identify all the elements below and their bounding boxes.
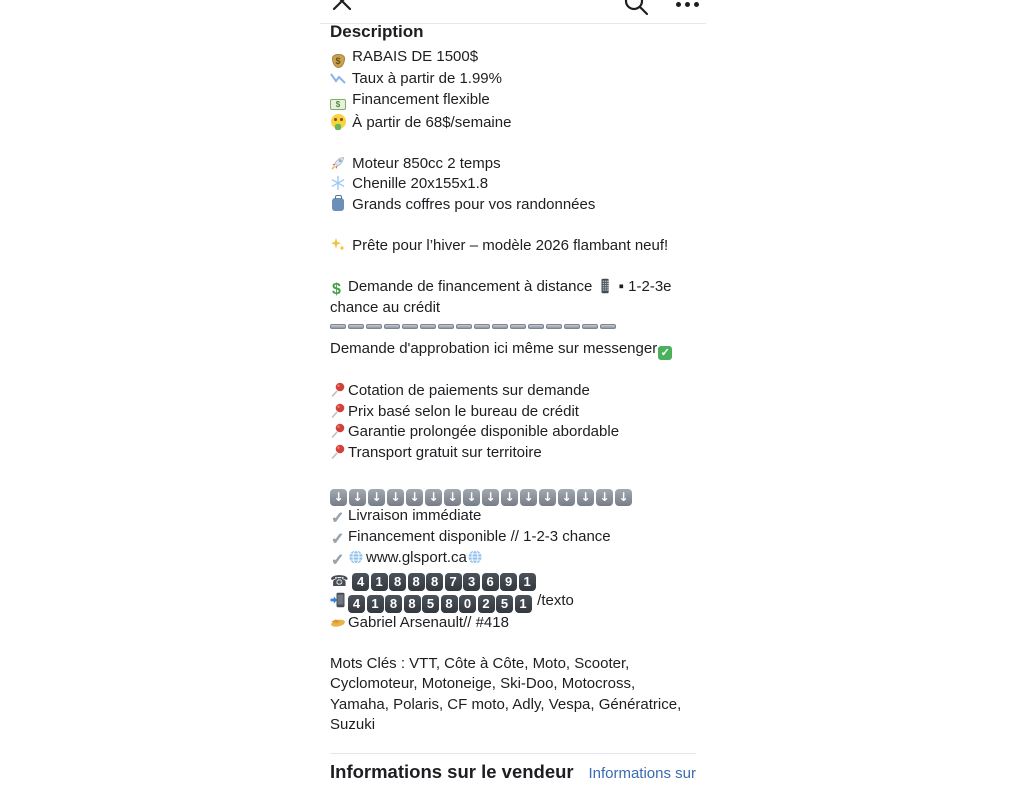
pushpin-emoji: [330, 423, 346, 439]
arrow-curving-down-emoji: ↓: [330, 489, 347, 506]
check-mark-emoji: ✓: [330, 509, 345, 527]
seller-section: [330, 753, 696, 785]
dollar-banknote-emoji: $: [330, 97, 346, 113]
description-paragraph: [330, 154, 696, 216]
keycap-digit-emoji: 7: [445, 573, 462, 591]
description-line: Prix basé selon le bureau de crédit: [330, 402, 696, 423]
app-bar: [320, 0, 706, 24]
description-section: [320, 24, 706, 736]
description-line: Cotation de paiements sur demande: [330, 381, 696, 402]
keycap-digit-emoji: 8: [404, 595, 421, 613]
arrow-curving-down-emoji: ↓: [539, 489, 556, 506]
keycap-digit-emoji: 1: [515, 595, 532, 613]
arrow-curving-down-emoji: ↓: [406, 489, 423, 506]
seller-info-link[interactable]: Informations sur: [588, 765, 696, 782]
arrow-curving-down-emoji: ↓: [349, 489, 366, 506]
description-line: [330, 484, 696, 506]
description-line: Demande d'approbation ici même sur messenger ✓: [330, 339, 696, 361]
description-line: $ Financement flexible: [330, 90, 696, 113]
heavy-minus-emoji: [528, 324, 544, 329]
keycap-digit-emoji: 1: [371, 573, 388, 591]
keycap-digit-emoji: 8: [385, 595, 402, 613]
arrow-curving-down-emoji: ↓: [368, 489, 385, 506]
keycap-digit-emoji: 8: [426, 573, 443, 591]
description-line: [330, 569, 696, 591]
sparkles-emoji: [330, 237, 346, 253]
search-icon[interactable]: [622, 0, 650, 25]
description-line: ✓ www.glsport.ca: [330, 548, 696, 569]
listing-detail-screen: [320, 0, 706, 782]
heavy-minus-emoji: [420, 324, 436, 329]
pushpin-emoji: [330, 403, 346, 419]
description-line: À partir de 68$/semaine: [330, 113, 696, 134]
handshake-emoji: [330, 614, 346, 630]
description-line: Gabriel Arsenault// #418: [330, 613, 696, 634]
description-line: Mots Clés : VTT, Côte à Côte, Moto, Scooter, Cyclomoteur, Motoneige, Ski-Doo, Motocross, Yamaha, Polaris, CF moto, Adly, Vespa, Génératrice, Suzuki: [330, 654, 682, 733]
pushpin-emoji: [330, 382, 346, 398]
description-line: [330, 318, 696, 339]
arrow-curving-down-emoji: ↓: [501, 489, 518, 506]
heavy-minus-emoji: [474, 324, 490, 329]
description-paragraph: [330, 381, 696, 463]
globe-with-meridians-emoji: [467, 549, 483, 565]
check-mark-emoji: ✓: [330, 551, 345, 569]
arrow-curving-down-emoji: ↓: [444, 489, 461, 506]
description-paragraph: [330, 236, 696, 257]
mobile-phone-emoji: [597, 278, 613, 294]
heavy-minus-emoji: [402, 324, 418, 329]
heavy-minus-emoji: [384, 324, 400, 329]
keycap-digit-emoji: 5: [496, 595, 513, 613]
description-line: Transport gratuit sur territoire: [330, 443, 696, 464]
heavy-minus-emoji: [582, 324, 598, 329]
keycap-digit-emoji: 3: [463, 573, 480, 591]
description-line: ✓ Livraison immédiate: [330, 506, 482, 527]
rocket-emoji: [330, 155, 346, 171]
keycap-digit-emoji: 0: [459, 595, 476, 613]
description-line: 4 1 8 8 5 8 0 2 5 1 /texto: [330, 591, 696, 613]
keycap-digit-emoji: 1: [367, 595, 384, 613]
description-line: Chenille 20x155x1.8: [330, 174, 696, 195]
heavy-minus-emoji: [510, 324, 526, 329]
pushpin-emoji: [330, 444, 346, 460]
description-paragraph: [330, 654, 696, 736]
description-paragraph: [330, 277, 696, 361]
heavy-minus-emoji: [366, 324, 382, 329]
description-line: Grands coffres pour vos randonnées: [330, 195, 696, 216]
keycap-digit-emoji: 8: [408, 573, 425, 591]
arrow-curving-down-emoji: ↓: [596, 489, 613, 506]
heavy-minus-emoji: [330, 324, 346, 329]
keycap-digit-emoji: 5: [422, 595, 439, 613]
keycap-digit-emoji: 2: [478, 595, 495, 613]
telephone-receiver-emoji: ☎: [330, 572, 349, 590]
keycap-digit-emoji: 4: [352, 573, 369, 591]
close-icon[interactable]: [331, 0, 353, 17]
arrow-curving-down-emoji: ↓: [463, 489, 480, 506]
keycap-digit-emoji: 9: [500, 573, 517, 591]
seller-title: Informations sur le vendeur: [330, 761, 574, 782]
heavy-dollar-sign-emoji: $: [332, 280, 341, 298]
description-line: Moteur 850cc 2 temps: [330, 154, 696, 175]
keycap-digit-emoji: 8: [389, 573, 406, 591]
globe-with-meridians-emoji: [348, 549, 364, 565]
arrow-curving-down-emoji: ↓: [520, 489, 537, 506]
arrow-curving-down-emoji: ↓: [482, 489, 499, 506]
heavy-minus-emoji: [456, 324, 472, 329]
money-bag-emoji: $: [330, 53, 346, 69]
heavy-minus-emoji: [564, 324, 580, 329]
mobile-phone-with-arrow-emoji: [330, 592, 346, 608]
description-paragraph: [330, 484, 696, 634]
check-mark-emoji: ✓: [330, 530, 345, 548]
description-line: Taux à partir de 1.99%: [330, 69, 696, 90]
keycap-digit-emoji: 4: [348, 595, 365, 613]
description-paragraph: [330, 47, 696, 133]
description-lines: [330, 47, 696, 736]
arrow-curving-down-emoji: ↓: [425, 489, 442, 506]
heavy-minus-emoji: [600, 324, 616, 329]
chart-decreasing-emoji: [330, 70, 346, 86]
description-title: Description: [330, 22, 424, 41]
arrow-curving-down-emoji: ↓: [387, 489, 404, 506]
description-line: $ RABAIS DE 1500$: [330, 47, 696, 69]
heavy-minus-emoji: [492, 324, 508, 329]
arrow-curving-down-emoji: ↓: [558, 489, 575, 506]
money-mouth-face-emoji: [330, 114, 346, 130]
luggage-emoji: [330, 196, 346, 212]
heavy-minus-emoji: [348, 324, 364, 329]
description-line: Garantie prolongée disponible abordable: [330, 422, 696, 443]
arrow-curving-down-emoji: ↓: [577, 489, 594, 506]
description-line: $ Demande de financement à distance ▪ 1-2-3e chance au crédit: [330, 277, 672, 316]
snowflake-emoji: [330, 175, 346, 191]
arrow-curving-down-emoji: ↓: [615, 489, 632, 506]
keycap-digit-emoji: 8: [441, 595, 458, 613]
heavy-minus-emoji: [438, 324, 454, 329]
check-mark-button-emoji: ✓: [657, 345, 673, 361]
heavy-minus-emoji: [546, 324, 562, 329]
keycap-digit-emoji: 1: [519, 573, 536, 591]
description-line: ✓ Financement disponible // 1-2-3 chance: [330, 527, 611, 548]
keycap-digit-emoji: 6: [482, 573, 499, 591]
description-line: Prête pour l’hiver – modèle 2026 flambant neuf!: [330, 236, 696, 257]
more-options-icon[interactable]: [676, 2, 699, 7]
